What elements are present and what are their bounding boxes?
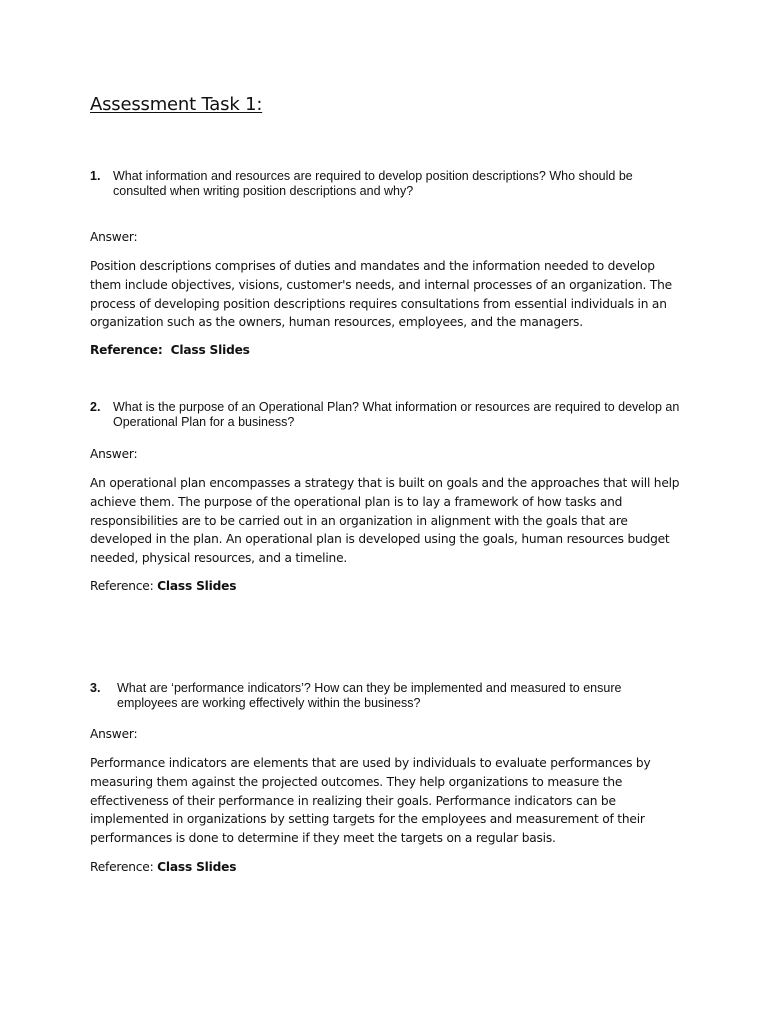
question-number-3: 3. xyxy=(90,681,101,695)
question-text-3: What are ‘performance indicators’? How can they be implemented and measured to ensure employees are working effectively within the business? xyxy=(117,681,622,710)
reference-2 xyxy=(90,578,236,594)
question-text-2: What is the purpose of an Operational Plan? What information or resources are required to develop an Operational Plan for a business? xyxy=(113,400,680,429)
question-2 xyxy=(90,400,680,429)
answer-label-1: Answer: xyxy=(90,230,138,244)
question-number-1: 1. xyxy=(90,169,101,183)
reference-3 xyxy=(90,859,236,875)
answer-text-3: Performance indicators are elements that are used by individuals to evaluate performances by measuring them against the projected outcomes. They help organizations to measure the effectiveness of their performance in realizing their goals. Performance indicators can be implemented in organizations by setting targets for the employees and measurement of their performances is done to determine if they meet the targets on a regular basis. xyxy=(90,756,651,846)
question-text-1: What information and resources are required to develop position descriptions? Who should be consulted when writing position descriptions and why? xyxy=(113,169,633,198)
document-title: Assessment Task 1: xyxy=(90,94,263,115)
answer-label-3: Answer: xyxy=(90,727,138,741)
answer-text-2: An operational plan encompasses a strategy that is built on goals and the approaches that will help achieve them. The purpose of the operational plan is to lay a framework of how tasks and responsibilities are to be carried out in an organization in alignment with the goals that are developed in the plan. An operational plan is developed using the goals, human resources budget needed, physical resources, and a timeline. xyxy=(90,476,680,566)
reference-value-3: Class Slides xyxy=(157,860,237,874)
answer-text-1: Position descriptions comprises of duties and mandates and the information needed to develop them include objectives, visions, customer's needs, and internal processes of an organization. The process of developing position descriptions requires consultations from essential individuals in an organization such as the owners, human resources, employees, and the managers. xyxy=(90,259,672,330)
question-3 xyxy=(90,681,680,710)
reference-label-1: Reference: xyxy=(90,343,163,357)
question-1 xyxy=(90,169,680,198)
reference-label-3: Reference: xyxy=(90,860,154,874)
reference-label-2: Reference: xyxy=(90,579,154,593)
reference-1 xyxy=(90,342,250,358)
answer-label-2: Answer: xyxy=(90,447,138,461)
reference-value-1: Class Slides xyxy=(170,343,250,357)
question-number-2: 2. xyxy=(90,400,101,414)
reference-value-2: Class Slides xyxy=(157,579,237,593)
